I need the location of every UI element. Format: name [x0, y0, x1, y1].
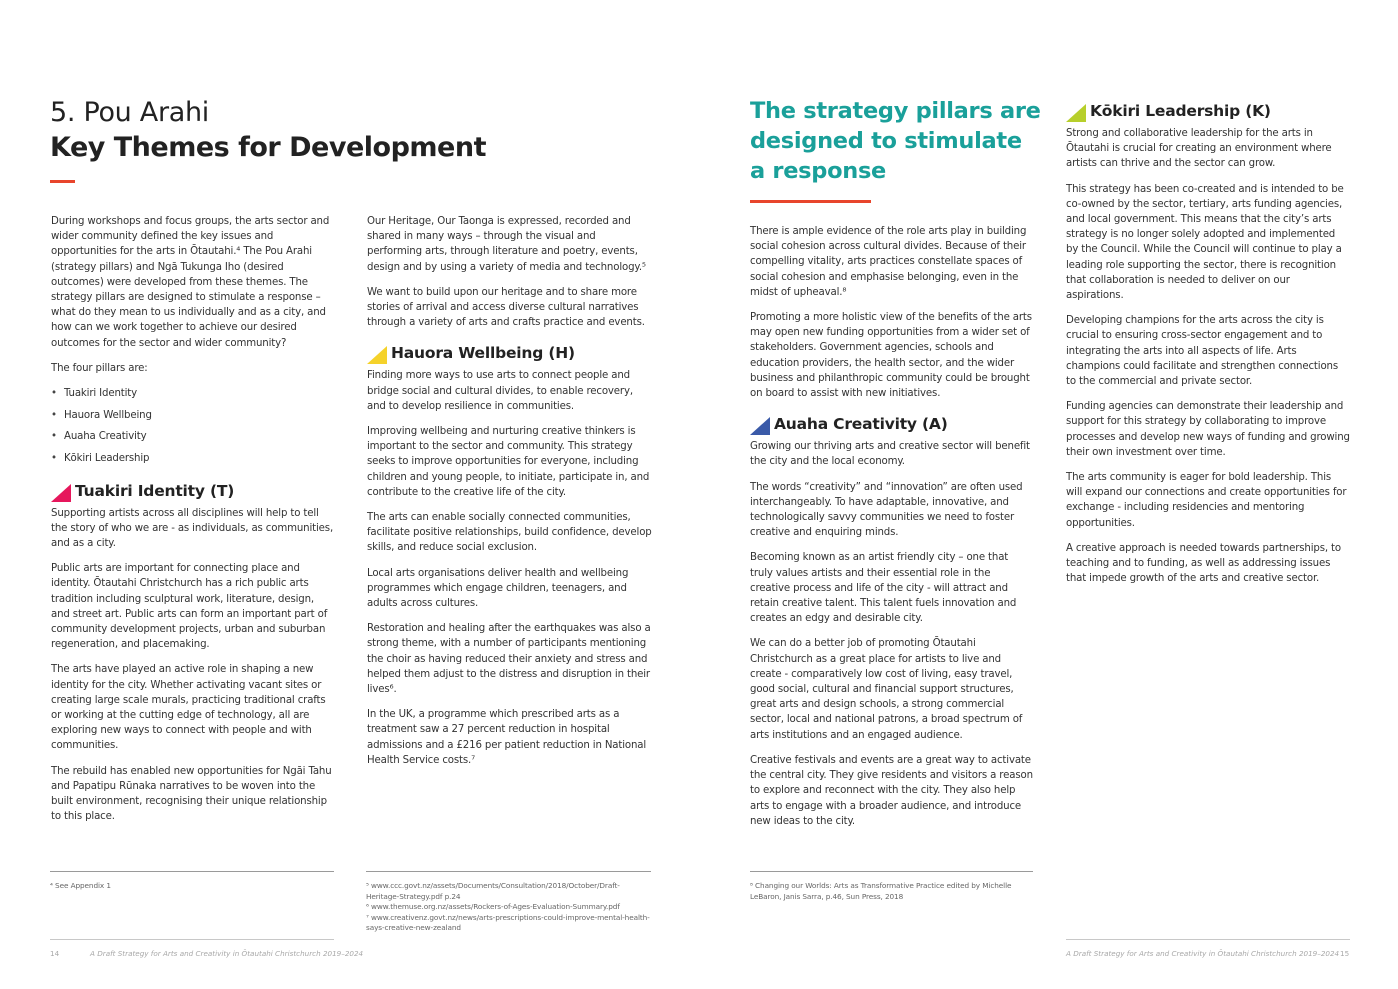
hauora-paragraph-6: In the UK, a programme which prescribed arts as a treatment saw a 27 percent reduction in hospital admissions and a £216 per patient reduction in National Health Service costs.⁷	[367, 709, 647, 766]
footnote-divider	[366, 871, 651, 872]
footer-title: A Draft Strategy for Arts and Creativity in Ōtautahi Christchurch 2019–2024	[1066, 949, 1340, 958]
kokiri-paragraph-5: The arts community is eager for bold leadership. This will expand our connections and create opportunities for exchange - including residencies and mentoring opportunities.	[1066, 472, 1347, 529]
auaha-heading-text: Auaha Creativity (A)	[774, 415, 948, 434]
tuakiri-heading-text: Tuakiri Identity (T)	[75, 481, 235, 500]
cohesion-paragraph-1: There is ample evidence of the role arts play in building social cohesion across cultural divides. Because of their compelling vitality, arts practices constellate spaces of social cohesion and emphasise belonging, even in the midst of upheaval.⁸	[750, 226, 1027, 298]
footnote[interactable]: ⁷ www.creativenz.govt.nz/news/arts-prescriptions-could-improve-mental-health-says-creative-new-zealand	[366, 912, 650, 933]
heading-line: a response	[750, 158, 886, 184]
cohesion-paragraph-2: Promoting a more holistic view of the benefits of the arts may open new funding opportunities from a wider set of stakeholders. Government agencies, schools and education providers, the health sector, and the wider business and philanthropic community could be brought on board to assist with new initiatives.	[750, 312, 1032, 400]
column-4	[1066, 100, 1350, 596]
footnotes-list	[366, 881, 651, 934]
heritage-paragraph-2: We want to build upon our heritage and to share more stories of arrival and access diverse cultural narratives through a variety of arts and crafts practice and events.	[367, 286, 645, 329]
hauora-heading	[367, 342, 652, 364]
auaha-paragraph-2: The words “creativity” and “innovation” are often used interchangeably. To have adaptable, innovative, and technologically savvy communities we need to foster creative and enquiring minds.	[750, 481, 1023, 539]
kokiri-paragraph-4: Funding agencies can demonstrate their leadership and support for this strategy by collaborating to improve processes and develop new ways of funding and growing their own investment over time.	[1066, 401, 1350, 458]
column-1	[51, 214, 334, 834]
auaha-paragraph-1: Growing our thriving arts and creative sector will benefit the city and the local economy.	[750, 441, 1030, 468]
tuakiri-paragraph-3: The arts have played an active role in shaping a new identity for the city. Whether activating vacant sites or creating large scale murals, practicing traditional crafts or working at the cutting edge of technology, all are exploring new ways to connect with people and with communities.	[51, 664, 326, 752]
column-2	[367, 214, 652, 778]
list-item: • Auaha Creativity	[51, 429, 334, 444]
page-number: 14	[50, 949, 60, 958]
heading-line: designed to stimulate	[750, 128, 1022, 154]
auaha-triangle-icon	[750, 417, 770, 435]
intro-paragraph: During workshops and focus groups, the arts sector and wider community defined the key issues and opportunities for the arts in Ōtautahi.⁴ The Pou Arahi (strategy pillars) and Ngā Tukunga Iho (desired outcomes) were developed from these themes. The strategy pillars are designed to stimulate a response – what do they mean to us individually and as a city, and how can we work together to achieve our desired outcomes for the sector and wider community?	[51, 216, 330, 349]
footnote[interactable]: ⁵ www.ccc.govt.nz/assets/Documents/Consultation/2018/October/Draft-Heritage-Strategy.pdf p.24	[366, 881, 620, 901]
tuakiri-paragraph-4: The rebuild has enabled new opportunities for Ngāi Tahu and Papatipu Rūnaka narratives to be woven into the built environment, recognising their unique relationship to this place.	[51, 765, 332, 823]
auaha-paragraph-4: We can do a better job of promoting Ōtautahi Christchurch as a great place for artists to live and create - comparatively low cost of living, easy travel, good social, cultural and financial support structures, great arts and design schools, a strong commercial sector, local and national patrons, a broad spectrum of arts institutions and an engaged audience.	[750, 638, 1023, 741]
footnote-divider	[750, 871, 1033, 872]
footer-title: A Draft Strategy for Arts and Creativity in Ōtautahi Christchurch 2019–2024	[90, 949, 364, 958]
footnote-divider	[50, 871, 334, 872]
kokiri-heading	[1066, 100, 1350, 122]
auaha-paragraph-3: Becoming known as an artist friendly city – one that truly values artists and their essential role in the creative process and life of the city - will attract and retain creative talent. This talent fuels innovation and creates an edgy and desirable city.	[750, 552, 1017, 625]
tuakiri-triangle-icon	[51, 484, 71, 502]
footnote[interactable]: ⁶ www.themuse.org.nz/assets/Rockers-of-Ages-Evaluation-Summary.pdf	[366, 902, 620, 912]
page-title: Key Themes for Development	[50, 132, 486, 163]
heritage-paragraph-1: Our Heritage, Our Taonga is expressed, recorded and shared in many ways – through the visual and performing arts, through literature and poetry, events, design and by using a variety of media and technology.⁵	[367, 216, 646, 273]
hauora-paragraph-4: Local arts organisations deliver health and wellbeing programmes which engage children, teenagers, and adults across cultures.	[367, 567, 629, 610]
title-underline	[50, 180, 75, 183]
column-3	[750, 224, 1033, 839]
kokiri-heading-text: Kōkiri Leadership (K)	[1090, 102, 1271, 120]
section-number-heading: 5. Pou Arahi	[50, 97, 210, 128]
footer-divider	[50, 939, 334, 940]
tuakiri-paragraph-2: Public arts are important for connecting place and identity. Ōtautahi Christchurch has a rich public arts tradition including sculptural work, literature, design, and street art. Public arts can form an important part of community development projects, urban and suburban regeneration, and placemaking.	[51, 563, 328, 651]
footnote: ⁸ Changing our Worlds: Arts as Transformative Practice edited by Michelle LeBaron, Janis Sarra, p.46, Sun Press, 2018	[750, 881, 1012, 901]
hauora-paragraph-3: The arts can enable socially connected communities, facilitate positive relationships, build confidence, develop skills, and reduce social exclusion.	[367, 512, 652, 554]
hauora-triangle-icon	[367, 346, 387, 364]
tuakiri-paragraph-1: Supporting artists across all disciplines will help to tell the story of who we are - as individuals, as communities, and as a city.	[51, 507, 334, 549]
pillars-list	[51, 386, 334, 466]
footnote: ⁴ See Appendix 1	[50, 881, 111, 890]
auaha-paragraph-5: Creative festivals and events are a great way to activate the central city. They give residents and visitors a reason to explore and reconnect with the city. They also help arts to engage with a broader audience, and introduce new ideas to the city.	[750, 754, 1033, 827]
hauora-heading-text: Hauora Wellbeing (H)	[391, 344, 575, 363]
kokiri-paragraph-3: Developing champions for the arts across the city is crucial to ensuring cross-sector engagement and to integrating the arts into all aspects of life. Arts champions could facilitate and strengthen connections to the commercial and private sector.	[1066, 315, 1339, 388]
heading-underline	[750, 200, 871, 203]
hauora-paragraph-2: Improving wellbeing and nurturing creative thinkers is important to the sector and community. This strategy seeks to improve opportunities for everyone, including children and young people, to initiate, participate in, and contribute to the creative life of the city.	[367, 426, 650, 498]
hauora-paragraph-1: Finding more ways to use arts to connect people and bridge social and cultural divides, to enable recovery, and to develop resilience in communities.	[367, 370, 633, 412]
heading-line: The strategy pillars are	[750, 98, 1041, 124]
page-number: 15	[1340, 949, 1350, 958]
list-item: • Tuakiri Identity	[51, 386, 334, 401]
auaha-heading	[750, 413, 1033, 435]
list-item: • Hauora Wellbeing	[51, 408, 334, 423]
pillars-lead: The four pillars are:	[51, 362, 148, 374]
list-item: • Kōkiri Leadership	[51, 451, 334, 466]
pillars-heading	[750, 96, 1050, 186]
kokiri-paragraph-2: This strategy has been co-created and is intended to be co-owned by the sector, tertiary, arts funding agencies, and local government. This means that the city’s arts strategy is no longer solely adopted and implemented by the Council. While the Council will continue to play a leading role supporting the sector, there is recognition that collaboration is needed to deliver on our aspirations.	[1066, 183, 1344, 302]
footer-divider	[1066, 939, 1350, 940]
kokiri-paragraph-1: Strong and collaborative leadership for the arts in Ōtautahi is crucial for creating an environment where artists can thrive and the sector can grow.	[1066, 128, 1332, 170]
tuakiri-heading	[51, 480, 334, 502]
kokiri-paragraph-6: A creative approach is needed towards partnerships, to teaching and to funding, as well as addressing issues that impede growth of the arts and creative sector.	[1066, 542, 1341, 585]
hauora-paragraph-5: Restoration and healing after the earthquakes was also a strong theme, with a number of participants mentioning the choir as having reduced their anxiety and stress and helped them adjust to the distress and disruption in their lives⁶.	[367, 623, 651, 696]
kokiri-triangle-icon	[1066, 104, 1086, 122]
